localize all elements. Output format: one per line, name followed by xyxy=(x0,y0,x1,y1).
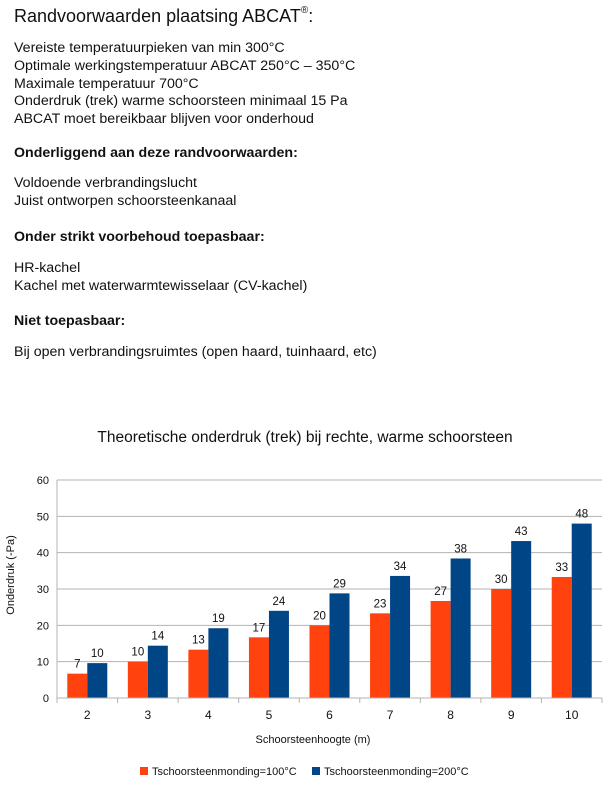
not-applicable-list xyxy=(14,344,377,362)
data-label: 48 xyxy=(575,508,589,521)
bar xyxy=(249,637,269,698)
legend-label-100: Tschoorsteenmonding=100°C xyxy=(152,766,297,778)
data-label: 19 xyxy=(211,613,225,626)
y-tick-label: 0 xyxy=(42,693,49,705)
data-label: 33 xyxy=(555,562,569,575)
data-label: 34 xyxy=(393,560,407,573)
bar xyxy=(208,628,228,698)
data-label: 30 xyxy=(494,574,508,586)
data-label: 24 xyxy=(272,595,286,608)
y-tick-label: 40 xyxy=(36,547,49,560)
x-tick-label: 7 xyxy=(386,708,394,722)
bar xyxy=(67,674,87,698)
condition-line: Onderdruk (trek) warme schoorsteen minimaal 15 Pa xyxy=(14,93,348,110)
list-item: Juist ontworpen schoorsteenkanaal xyxy=(14,192,237,209)
section-heading-underlying: Onderliggend aan deze randvoorwaarden: xyxy=(14,145,298,161)
data-label: 43 xyxy=(514,526,528,539)
x-tick-label: 8 xyxy=(447,708,454,722)
condition-line: Vereiste temperatuurpieken van min 300°C xyxy=(14,40,285,56)
data-label: 17 xyxy=(252,622,266,635)
underlying-list xyxy=(14,175,236,211)
list-item: HR-kachel xyxy=(14,260,81,276)
bar-chart xyxy=(0,415,611,800)
condition-line: Optimale werkingstemperatuur ABCAT 250°C – 350°C xyxy=(14,57,356,74)
conditions-list xyxy=(14,40,355,129)
data-label: 14 xyxy=(151,630,165,643)
x-tick-label: 4 xyxy=(205,708,212,722)
data-label: 10 xyxy=(90,648,104,661)
section-heading-reservation: Onder strikt voorbehoud toepasbaar: xyxy=(14,229,265,245)
data-label: 38 xyxy=(454,543,468,556)
chart-title: Theoretische onderdruk (trek) bij rechte, warme schoorsteen xyxy=(97,429,513,446)
page-title-text: Randvoorwaarden plaatsing ABCAT xyxy=(14,6,301,26)
bar xyxy=(511,541,531,698)
y-tick-label: 50 xyxy=(36,511,49,524)
title-colon: : xyxy=(308,6,314,26)
data-label: 29 xyxy=(333,578,346,591)
y-tick-label: 20 xyxy=(36,620,49,633)
reservation-list xyxy=(14,260,307,296)
condition-line: ABCAT moet bereikbaar blijven voor onderhoud xyxy=(14,111,314,128)
y-tick-label: 30 xyxy=(36,584,49,596)
bar xyxy=(370,613,390,698)
x-tick-label: 2 xyxy=(83,708,91,722)
legend xyxy=(140,766,469,778)
x-tick-label: 5 xyxy=(265,708,273,722)
bar xyxy=(330,593,350,698)
data-label: 23 xyxy=(373,598,387,611)
x-tick-label: 9 xyxy=(507,708,515,722)
x-tick-label: 10 xyxy=(565,708,579,722)
bar xyxy=(310,625,330,698)
bar xyxy=(572,524,592,698)
bar xyxy=(491,589,511,698)
section-heading-not-applicable: Niet toepasbaar: xyxy=(14,313,126,329)
legend-swatch-100 xyxy=(140,767,148,775)
data-label: 7 xyxy=(74,658,81,671)
data-label: 20 xyxy=(313,610,326,623)
legend-swatch-200 xyxy=(312,767,320,775)
y-axis-label: Onderdruk (-Pa) xyxy=(5,535,17,615)
list-item: Voldoende verbrandingslucht xyxy=(14,175,197,191)
bar xyxy=(390,576,410,698)
bar xyxy=(128,662,148,698)
bar xyxy=(451,558,471,698)
bar xyxy=(87,663,107,698)
list-item: Kachel met waterwarmtewisselaar (CV-kachel) xyxy=(14,277,308,294)
x-tick-label: 3 xyxy=(144,708,152,722)
bar xyxy=(552,577,572,698)
bar xyxy=(431,601,451,698)
x-axis-label: Schoorsteenhoogte (m) xyxy=(255,734,371,746)
list-item: Bij open verbrandingsruimtes (open haard, tuinhaard, etc) xyxy=(14,344,377,360)
bar xyxy=(188,650,208,698)
data-label: 27 xyxy=(434,585,448,598)
data-label: 13 xyxy=(191,634,205,647)
registered-mark: ® xyxy=(300,5,309,16)
legend-label-200: Tschoorsteenmonding=200°C xyxy=(324,766,469,778)
x-tick-label: 6 xyxy=(326,708,333,722)
data-label: 10 xyxy=(131,646,145,659)
page-title xyxy=(14,6,313,27)
bar xyxy=(148,646,168,698)
bar xyxy=(269,611,289,698)
condition-line: Maximale temperatuur 700°C xyxy=(14,75,199,92)
y-tick-label: 10 xyxy=(36,656,49,669)
y-tick-label: 60 xyxy=(36,475,49,487)
chart-bars xyxy=(67,524,591,698)
